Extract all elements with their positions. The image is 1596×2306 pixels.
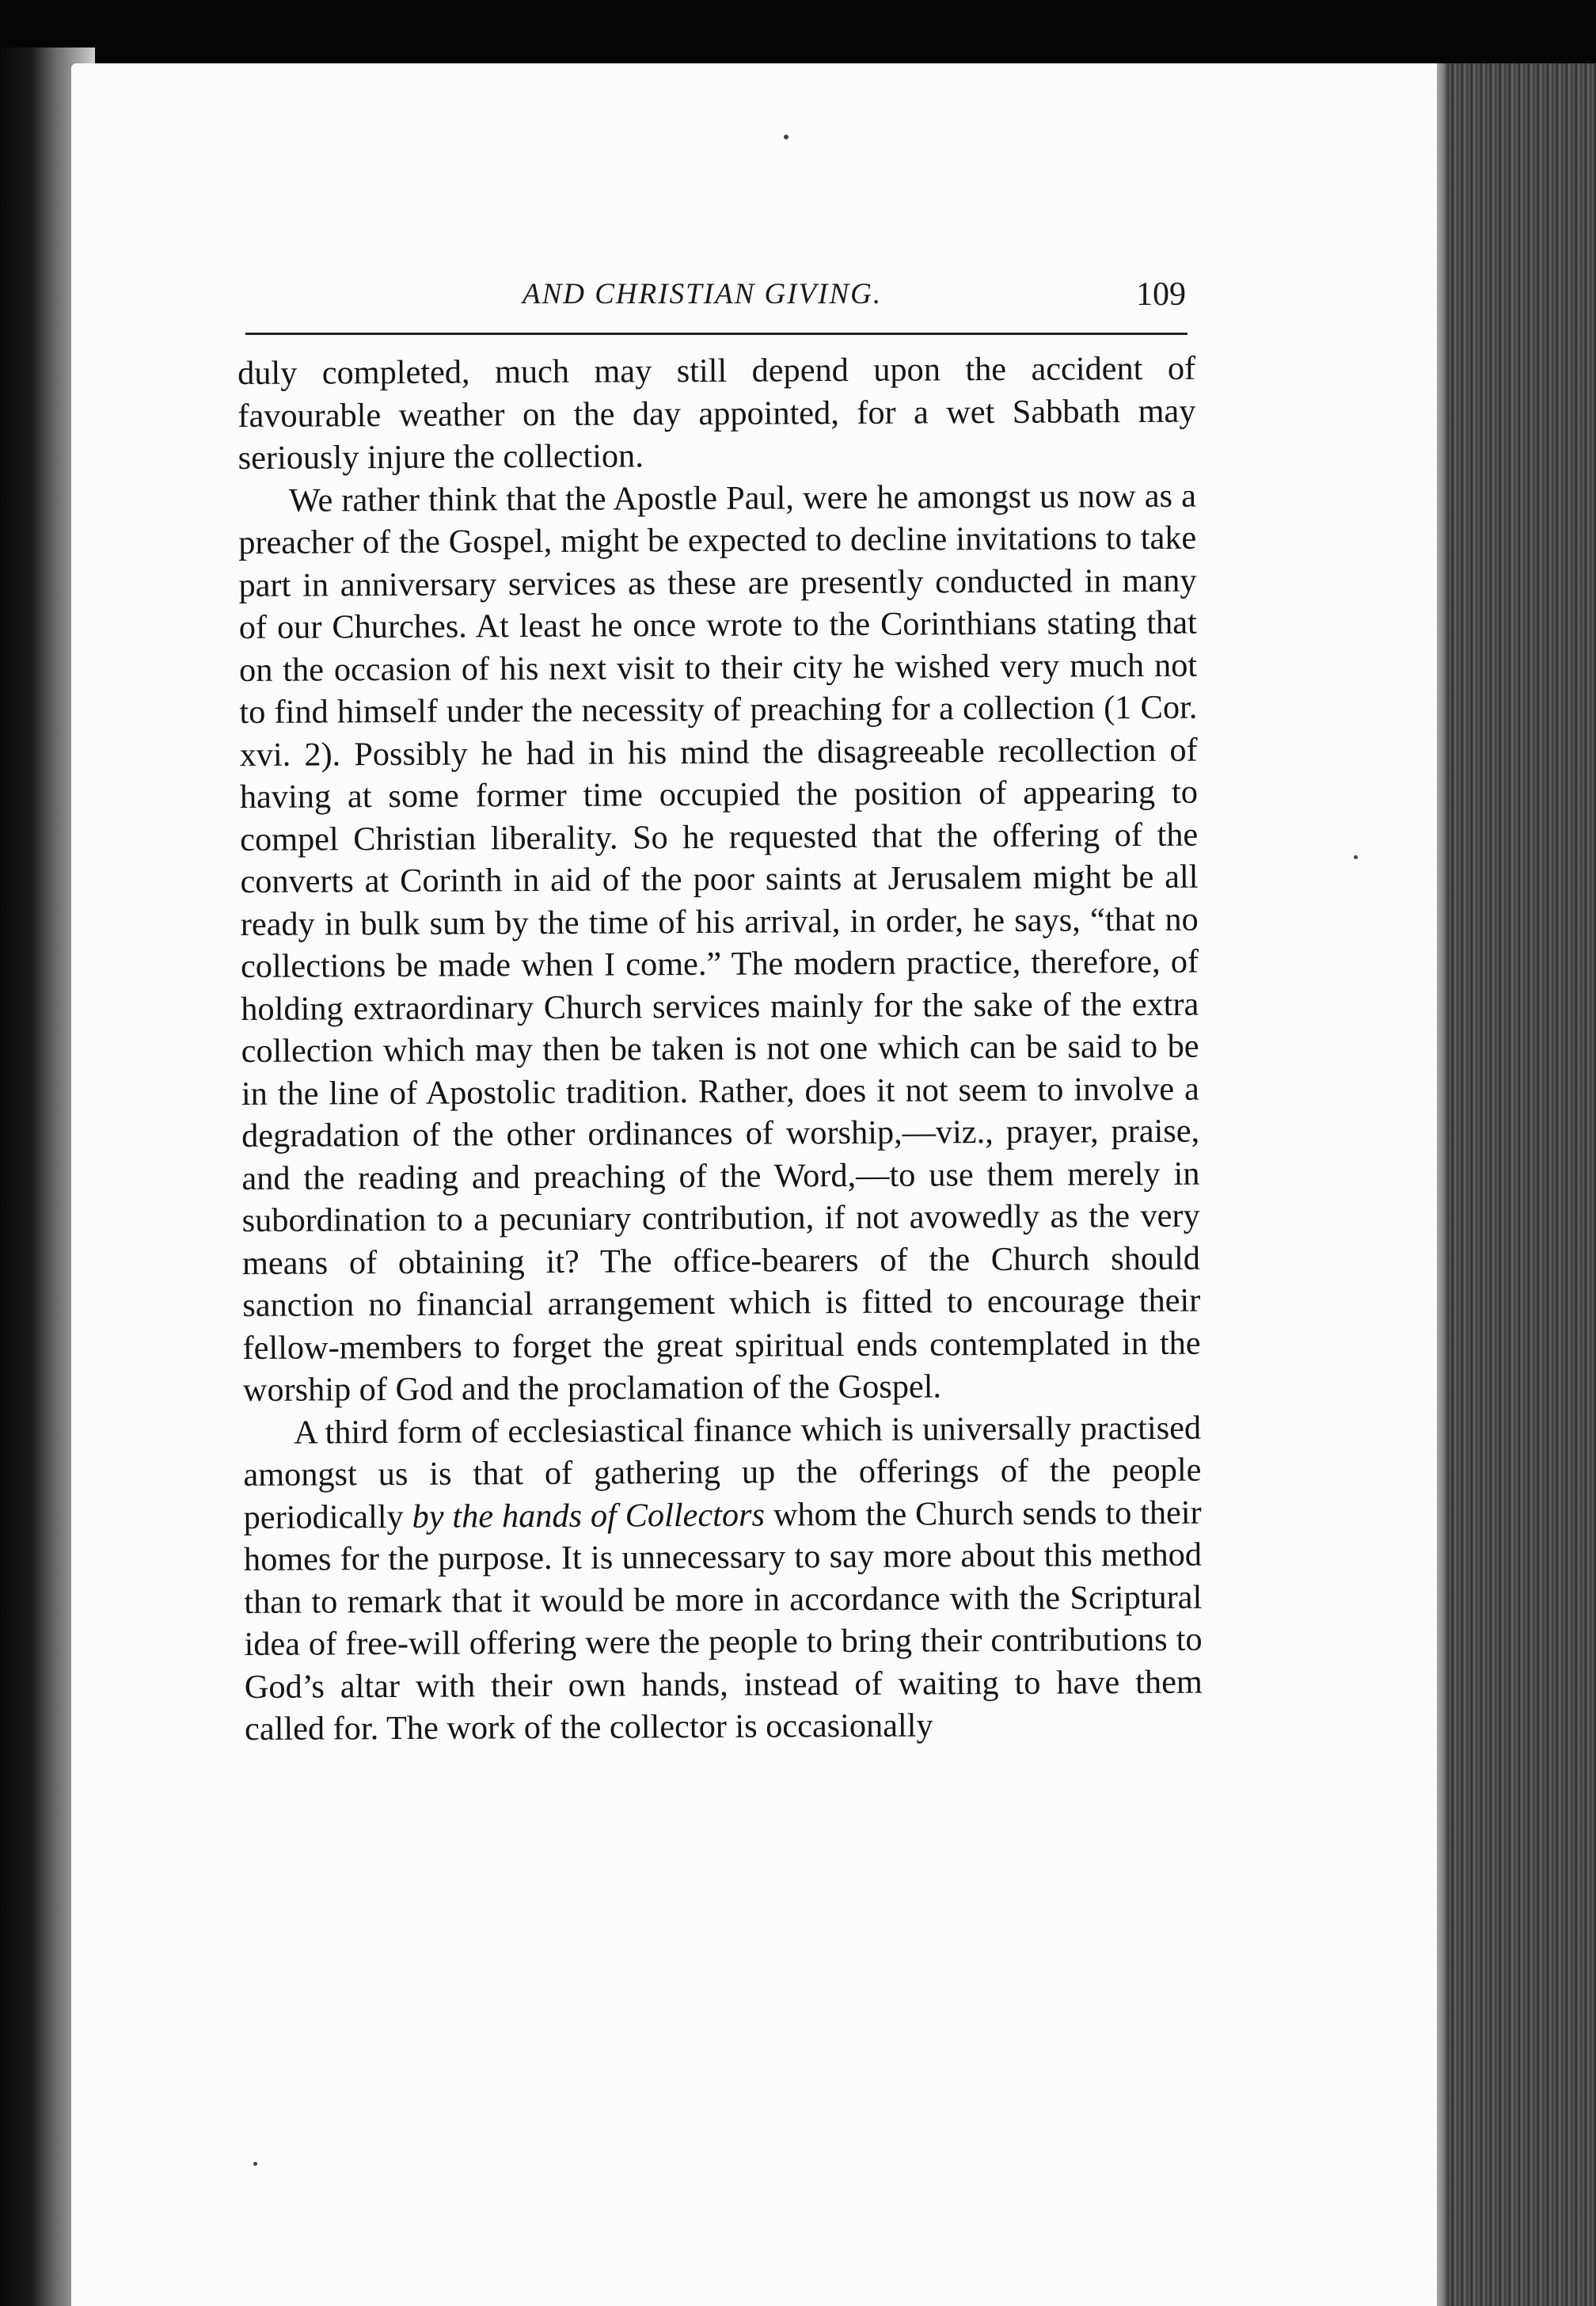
body-text (238, 348, 1203, 1751)
paragraph-1: duly completed, much may still depend upon the accident of favourable weather on the day appointed, for a wet Sabbath may seriously injure the collection. (238, 349, 1196, 477)
paragraph-2: We rather think that the Apostle Paul, were he amongst us now as a preacher of the Gospel, might be expected to decline invitations to take part in anniversary services as these are presently conducted in many of our Churches. At least he once wrote to the Corinthians stating that on the occasion of his next visit to their city he wished very much not to find himself under the necessity of preaching for a collection (1 Cor. xvi. 2). Possibly he had in his mind the disagreeable recollection of having at some former time occupied the position of appearing to compel Christian liberality. So he requested that the offering of the converts at Corinth in aid of the poor saints at Jerusalem might be all ready in bulk sum by the time of his arrival, in order, he says, “that no collections be made when I come.” The modern practice, therefore, of holding extraordinary Church services mainly for the sake of the extra collection which may then be taken is not one which can be said to be in the line of Apostolic tradition. Rather, does it not seem to involve a degradation of the other ordinances of worship,—viz., prayer, praise, and the reading and preaching of the Word,—to use them merely in subordination to a pecuniary contribution, if not avowedly as the very means of obtaining it? The office-bearers of the Church should sanction no financial arrangement which is fitted to encourage their fellow-members to forget the great spiritual ends contemplated in the worship of God and the proclamation of the Gospel. (238, 477, 1201, 1409)
page-number: 109 (1136, 276, 1186, 313)
page-speck (1354, 855, 1358, 859)
paragraph-3 (243, 1406, 1203, 1750)
running-title: AND CHRISTIAN GIVING. (522, 278, 883, 310)
paragraph-3-italic: by the hands of Collectors (412, 1496, 766, 1535)
page-edges (1429, 63, 1596, 2306)
paragraph-3-end: whom the Church sends to their homes for the purpose. It is unnecessary to say more about this method than to remark that it would be more in accordance with the Scriptural idea of free-will offering were the people to bring their contributions to God’s altar with their own hands, instead of waiting to have them called for. The work of the collector is occasionally (243, 1494, 1203, 1748)
page-speck (784, 135, 788, 139)
paragraph-3-start: A third form of ecclesiastical finance which is universally practised amongst us is that of gathering up the offerings of the people periodically (243, 1409, 1202, 1536)
page-speck (253, 2162, 257, 2166)
running-header (245, 269, 1188, 335)
